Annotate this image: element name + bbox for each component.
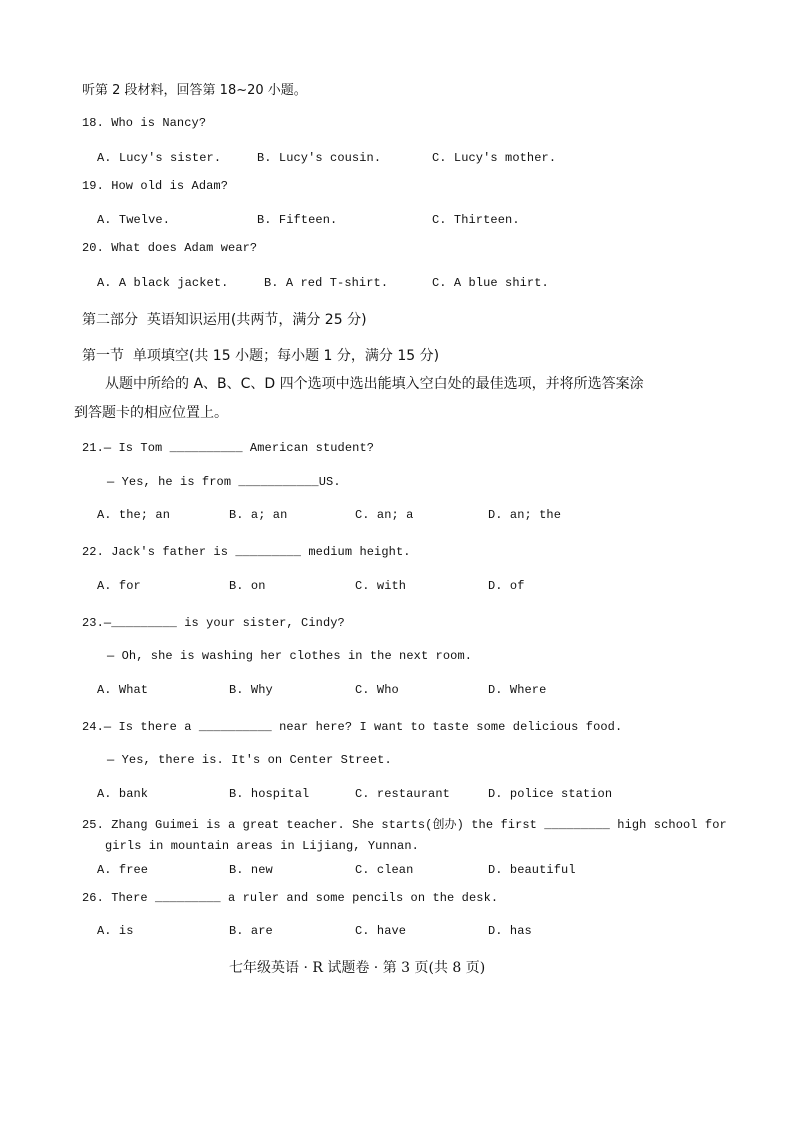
directions-line-1: 从题中所给的 A、B、C、D 四个选项中选出能填入空白处的最佳选项，并将所选答案涂 (105, 376, 644, 392)
listening-instruction: 听第 2 段材料，回答第 18~20 小题。 (82, 83, 307, 98)
question-24-option-c: C. restaurant (355, 787, 450, 801)
question-19-option-b: B. Fifteen. (257, 213, 338, 227)
question-26-stem: 26. There _________ a ruler and some pencils on the desk. (82, 891, 499, 905)
question-20-stem: 20. What does Adam wear? (82, 241, 258, 255)
question-25-option-b: B. new (229, 863, 273, 877)
question-22-option-a: A. for (97, 579, 141, 593)
question-18-option-a: A. Lucy's sister. (97, 151, 222, 165)
question-20-option-b: B. A red T-shirt. (264, 276, 389, 290)
question-24-stem: 24.— Is there a __________ near here? I want to taste some delicious food. (82, 720, 623, 734)
question-23-option-a: A. What (97, 683, 149, 697)
question-21-stem: 21.— Is Tom __________ American student? (82, 441, 375, 455)
question-18-stem: 18. Who is Nancy? (82, 116, 207, 130)
question-26-option-d: D. has (488, 924, 532, 938)
question-20-option-c: C. A blue shirt. (432, 276, 549, 290)
question-21-response: — Yes, he is from ___________US. (107, 475, 341, 489)
page-footer: 七年级英语 · R 试题卷 · 第 3 页(共 8 页) (229, 960, 486, 976)
question-25-stem: 25. Zhang Guimei is a great teacher. She starts(创办) the first _________ high school for (82, 818, 727, 832)
question-26-option-c: C. have (355, 924, 407, 938)
question-26-option-a: A. is (97, 924, 134, 938)
question-24-response: — Yes, there is. It's on Center Street. (107, 753, 392, 767)
question-23-response: — Oh, she is washing her clothes in the next room. (107, 649, 473, 663)
directions-line-2: 到答题卡的相应位置上。 (74, 405, 228, 421)
question-19-stem: 19. How old is Adam? (82, 179, 229, 193)
question-25-option-a: A. free (97, 863, 149, 877)
question-25-option-c: C. clean (355, 863, 414, 877)
question-22-option-b: B. on (229, 579, 266, 593)
question-26-option-b: B. are (229, 924, 273, 938)
part-two-title: 第二部分 英语知识运用(共两节，满分 25 分) (82, 312, 367, 328)
question-25-option-d: D. beautiful (488, 863, 576, 877)
question-21-option-d: D. an; the (488, 508, 562, 522)
section-one-title: 第一节 单项填空(共 15 小题；每小题 1 分，满分 15 分) (82, 348, 440, 364)
question-21-option-c: C. an; a (355, 508, 414, 522)
question-22-option-c: C. with (355, 579, 407, 593)
question-23-option-b: B. Why (229, 683, 273, 697)
question-22-stem: 22. Jack's father is _________ medium height. (82, 545, 411, 559)
question-24-option-b: B. hospital (229, 787, 310, 801)
question-22-option-d: D. of (488, 579, 525, 593)
question-21-option-a: A. the; an (97, 508, 171, 522)
question-21-option-b: B. a; an (229, 508, 288, 522)
question-20-option-a: A. A black jacket. (97, 276, 229, 290)
question-23-stem: 23.—_________ is your sister, Cindy? (82, 616, 345, 630)
question-19-option-a: A. Twelve. (97, 213, 171, 227)
question-24-option-a: A. bank (97, 787, 149, 801)
question-23-option-d: D. Where (488, 683, 547, 697)
question-18-option-c: C. Lucy's mother. (432, 151, 557, 165)
question-23-option-c: C. Who (355, 683, 399, 697)
question-25-stem-continued: girls in mountain areas in Lijiang, Yunnan. (105, 839, 419, 853)
question-18-option-b: B. Lucy's cousin. (257, 151, 382, 165)
question-24-option-d: D. police station (488, 787, 613, 801)
question-19-option-c: C. Thirteen. (432, 213, 520, 227)
